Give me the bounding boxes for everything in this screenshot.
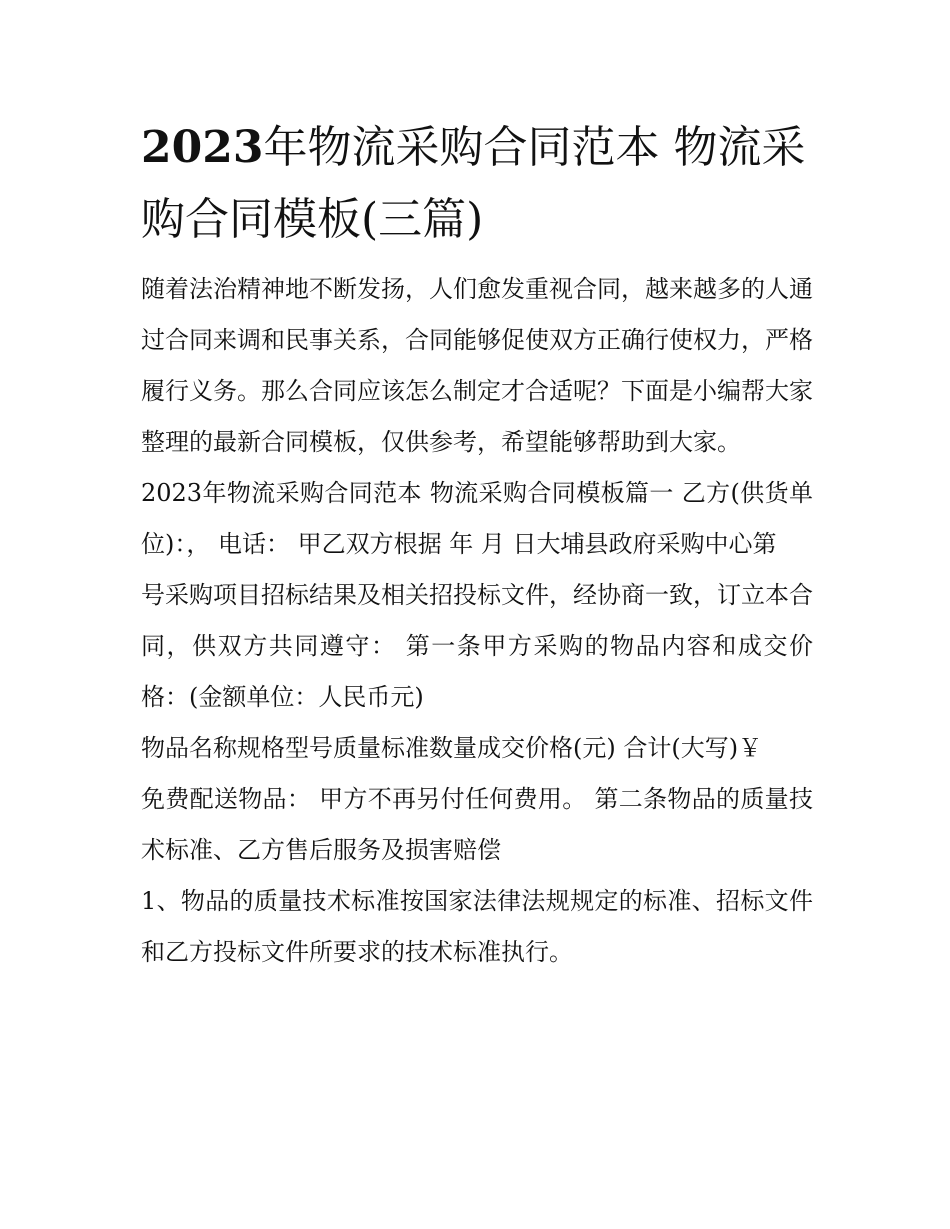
title-text: 年物流采购合同范本 物流采购合同模板(三篇)	[141, 122, 806, 245]
title-year: 2023	[141, 122, 264, 173]
paragraph-intro: 随着法治精神地不断发扬，人们愈发重视合同，越来越多的人通过合同来调和民事关系，合同能够促使双方正确行使权力，严格履行义务。那么合同应该怎么制定才合适呢？下面是小编帮大家整理的最新合同模板，仅供参考，希望能够帮助到大家。	[141, 275, 813, 456]
paragraph-quality-standard: 1、物品的质量技术标准按国家法律法规规定的标准、招标文件和乙方投标文件所要求的技术标准执行。	[141, 887, 813, 966]
paragraph-procurement-terms: 号采购项目招标结果及相关招投标文件，经协商一致，订立本合同，供双方共同遵守： 第一条甲方采购的物品内容和成交价格：(金额单位：人民币元)	[141, 581, 813, 711]
document-body	[141, 112, 813, 978]
paragraph-item-columns: 物品名称规格型号质量标准数量成交价格(元) 合计(大写)￥	[141, 734, 763, 762]
paragraph-contract-parties: 2023年物流采购合同范本 物流采购合同模板篇一 乙方(供货单位)：， 电话： 甲乙双方根据 年 月 日大埔县政府采购中心第	[141, 479, 813, 558]
document-title	[141, 112, 813, 256]
paragraph-free-delivery: 免费配送物品： 甲方不再另付任何费用。 第二条物品的质量技术标准、乙方售后服务及损害赔偿	[141, 785, 813, 864]
